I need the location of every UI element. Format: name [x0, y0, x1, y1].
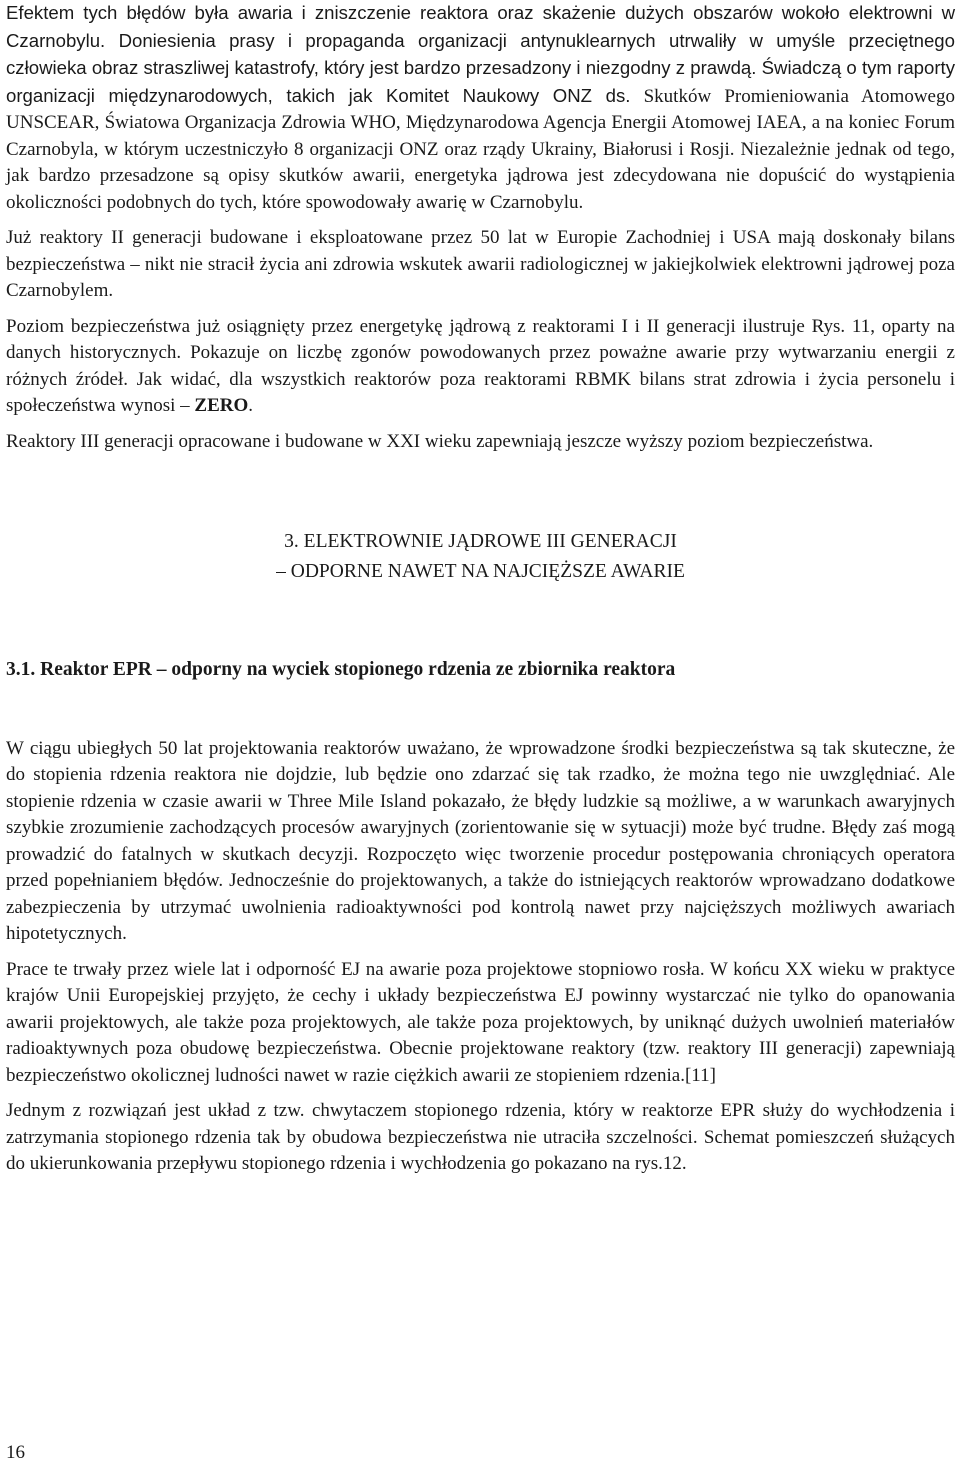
paragraph-rest-text: Skutków Promieniowania Atomowego UNSCEAR, Światowa Organizacja Zdrowia WHO, Międzynarodowa Agencja Energii Atomowej IAEA, a na koniec Forum Czarnobyla, w którym uczestniczyło 8 organizacji ONZ oraz rządy Ukrainy, Białorusi i Rosji. Niezależnie jednak od tego, jak bardzo przesadzone są opisy skutków awarii, energetyka jądrowa jest zdecydowana nie dopuścić do wystąpienia okoliczności podobnych do tych, które spowodowały awarię w Czarnobylu. [6, 85, 955, 213]
page-number: 16 [6, 1442, 25, 1463]
paragraph-end: . [248, 395, 253, 416]
chapter-heading-line-2: – ODPORNE NAWET NA NAJCIĘŻSZE AWARIE [276, 561, 685, 582]
paragraph-core-catcher: Jednym z rozwiązań jest układ z tzw. chwytaczem stopionego rdzenia, który w reaktorze EPR służy do wychłodzenia i zatrzymania stopionego rdzenia tak by obudowa bezpieczeństwa nie utraciła szczelności. Schemat pomieszczeń służących do ukierunkowania przepływu stopionego rdzenia i wychłodzenia go pokazano na rys.12. [6, 1100, 955, 1174]
section-heading: 3.1. Reaktor EPR – odporny na wyciek stopionego rdzenia ze zbiornika reaktora [6, 659, 676, 680]
chapter-heading-line-1: 3. ELEKTROWNIE JĄDROWE III GENERACJI [284, 531, 677, 552]
paragraph-lead-text: Efektem tych błędów była awaria i zniszczenie reaktora oraz skażenie dużych obszarów wokoło elektrowni w Czarnobylu. Doniesienia prasy i propaganda organizacji antynuklearnych utrwaliły w umyśle przeciętnego człowieka obraz straszliwej katastrofy, który jest bardzo przesadzony i niezgodny z prawdą. Świadczą o tym raporty organizacji międzynarodowych, takich jak Komitet Naukowy ONZ ds. [6, 2, 955, 106]
paragraph-gen2-safety: Już reaktory II generacji budowane i eksploatowane przez 50 lat w Europie Zachodniej i USA mają doskonały bilans bezpieczeństwa – nikt nie stracił życia ani zdrowia wskutek awarii radiologicznej w jakiejkolwiek elektrowni jądrowej poza Czarnobylem. [6, 227, 955, 301]
paragraph-safety-level [6, 314, 955, 420]
zero-emphasis: ZERO [194, 395, 249, 416]
paragraph-text: Poziom bezpieczeństwa już osiągnięty przez energetykę jądrową z reaktorami I i II generacji ilustruje Rys. 11, oparty na danych historycznych. Pokazuje on liczbę zgonów powodowanych przez poważne awarie przy wytwarzaniu energii z różnych źródeł. Jak widać, dla wszystkich reaktorów poza reaktorami RBMK bilans strat zdrowia i życia personelu i społeczeństwa wynosi – [6, 315, 955, 416]
paragraph-chernobyl-effects [6, 0, 955, 216]
chapter-heading [6, 527, 955, 587]
paragraph-gen3-intro: Reaktory III generacji opracowane i budowane w XXI wieku zapewniają jeszcze wyższy poziom bezpieczeństwa. [6, 430, 874, 452]
paragraph-eu-requirements: Prace te trwały przez wiele lat i odporność EJ na awarie poza projektowe stopniowo rosła. W końcu XX wieku w praktyce krajów Unii Europejskiej przyjęto, że cechy i układy bezpieczeństwa EJ powinny wystarczać nie tylko do opanowania awarii projektowych, ale także poza projektowych, ale także poza projektowych, by uniknąć dużych uwolnień materiałów radioaktywnych poza obudowę bezpieczeństwa. Obecnie projektowane reaktory (tzw. reaktory III generacji) zapewniają bezpieczeństwo okolicznej ludności nawet w razie ciężkich awarii ze stopieniem rdzenia.[11] [6, 958, 955, 1086]
paragraph-core-melt: W ciągu ubiegłych 50 lat projektowania reaktorów uważano, że wprowadzone środki bezpieczeństwa są tak skuteczne, że do stopienia rdzenia reaktora nie dojdzie, lub będzie ono zdarzać się tak rzadko, że można tego nie uwzględniać. Ale stopienie rdzenia w czasie awarii w Three Mile Island pokazało, że błędy ludzkie są możliwe, a w warunkach awaryjnych szybkie zrozumienie zachodzących procesów awaryjnych (zorientowanie się w sytuacji) może być trudne. Błędy zaś mogą prowadzić do fatalnych w skutkach decyzji. Rozpoczęto więc tworzenie procedur postępowania chroniących operatora przed popełnianiem błędów. Jednocześnie do projektowanych, a także do istniejących reaktorów wprowadzano dodatkowe zabezpieczenia by utrzymać uwolnienia radioaktywności pod kontrolą nawet przy najcięższych możliwych awariach hipotetycznych. [6, 737, 955, 944]
